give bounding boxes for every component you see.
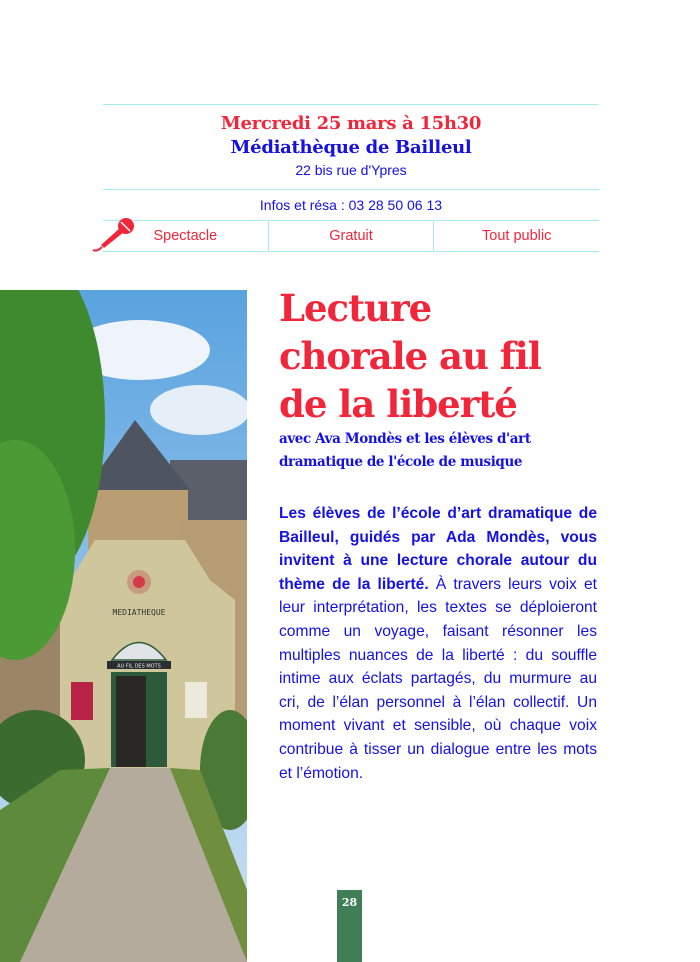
title-line: de la liberté <box>279 382 517 426</box>
event-venue: Médiathèque de Bailleul <box>230 137 472 158</box>
mediatheque-photo <box>0 290 247 962</box>
divider <box>103 104 599 105</box>
article-body <box>279 502 597 785</box>
tag-audience: Tout public <box>433 221 599 251</box>
divider <box>103 251 599 252</box>
microphone-icon <box>92 216 138 254</box>
photo-sign: MEDIATHEQUE <box>112 608 166 617</box>
event-date: Mercredi 25 mars à 15h30 <box>220 113 482 134</box>
title-line: Lecture <box>279 286 432 330</box>
article-title <box>279 284 541 428</box>
event-infos: Infos et résa : 03 28 50 06 13 <box>259 197 443 213</box>
article-subtitle: avec Ava Mondès et les élèves d'art dramatique de l'école de musique <box>279 431 531 470</box>
article-lead: Les élèves de l’école d’art dramatique de Bailleul, guidés par Ada Mondès, vous invitent à une lecture chorale autour du thème de la liberté. <box>279 505 597 593</box>
event-tags <box>103 221 599 251</box>
photo-banner: AU FIL DES MOTS <box>117 663 161 670</box>
tag-price: Gratuit <box>268 221 434 251</box>
tag-category: Spectacle <box>153 228 218 244</box>
title-line: chorale au fil <box>279 334 541 378</box>
divider <box>103 189 599 190</box>
page-number: 28 <box>337 890 362 962</box>
article-text: À travers leurs voix et leur interprétation, les textes se déploieront comme un voyage, faisant résonner les multiples nuances de la liberté : du souffle intime aux éclats partagés, du murmure au cri, de l’élan personnel à l’élan collectif. Un moment vivant et sensible, où chaque voix contribue à tisser un dialogue entre les mots et l’émotion. <box>279 575 597 782</box>
event-address: 22 bis rue d'Ypres <box>295 162 407 178</box>
